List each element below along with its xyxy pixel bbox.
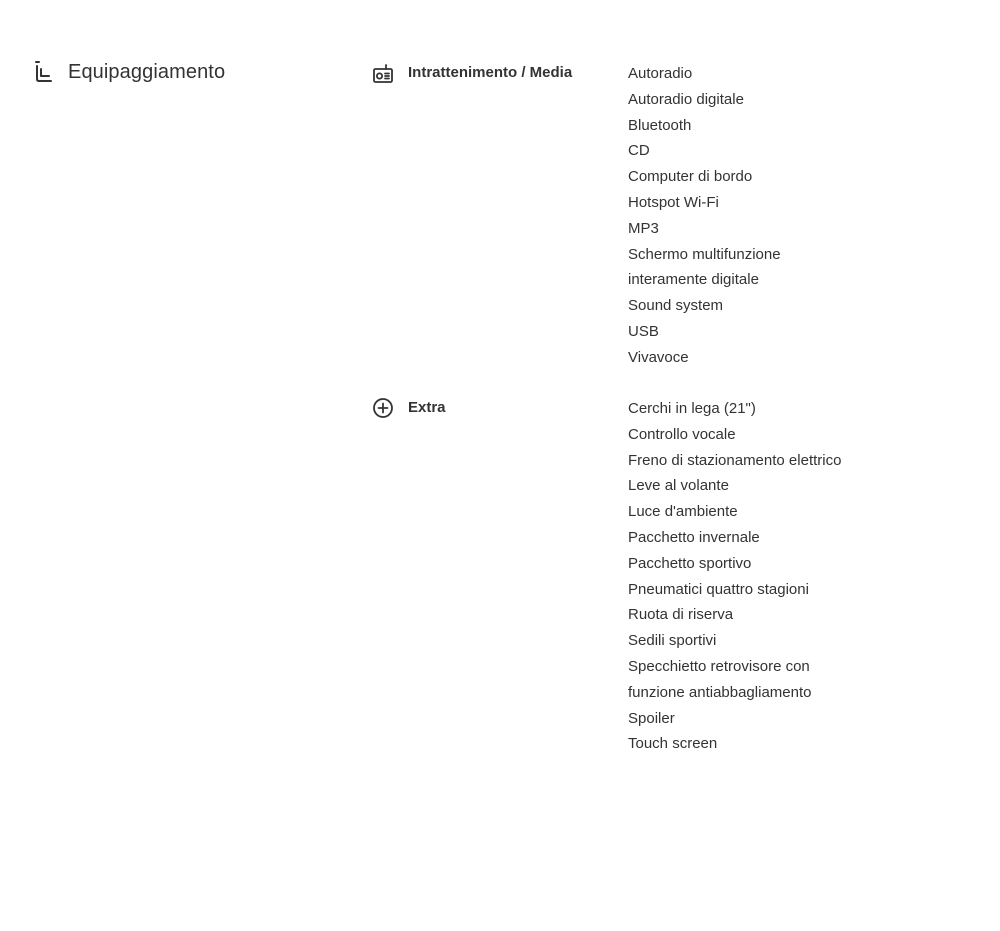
- list-item: interamente digitale: [628, 271, 759, 289]
- list-item: Sedili sportivi: [628, 632, 717, 650]
- list-item: Spoiler: [628, 709, 675, 727]
- list-item: Specchietto retrovisore con: [628, 657, 810, 675]
- list-item: Leve al volante: [628, 477, 729, 495]
- list-item: Luce d'ambiente: [628, 503, 738, 521]
- list-item: Pneumatici quattro stagioni: [628, 580, 809, 598]
- list-item: Pacchetto sportivo: [628, 554, 752, 572]
- list-item: Cerchi in lega (21"): [628, 400, 756, 417]
- list-item: USB: [628, 322, 659, 340]
- list-item: Pacchetto invernale: [628, 528, 760, 546]
- list-item: Controllo vocale: [628, 425, 736, 443]
- category-intrattenimento-media: [372, 62, 572, 84]
- list-item: funzione antiabbagliamento: [628, 683, 812, 701]
- plus-circle-icon: [372, 397, 394, 419]
- category-label: Intrattenimento / Media: [408, 64, 573, 81]
- seat-icon: [32, 60, 54, 84]
- radio-icon: [372, 62, 394, 84]
- list-item: CD: [628, 142, 650, 160]
- category-extra: [372, 397, 446, 419]
- list-item: Sound system: [628, 297, 724, 315]
- list-item: Bluetooth: [628, 116, 692, 134]
- list-item: Schermo multifunzione: [628, 245, 781, 263]
- list-item: Ruota di riserva: [628, 606, 734, 624]
- list-item: Vivavoce: [628, 348, 689, 366]
- list-item: Hotspot Wi-Fi: [628, 193, 719, 211]
- category-items-list: [628, 61, 781, 371]
- section-title: Equipaggiamento: [68, 60, 226, 83]
- category-items-list: [628, 396, 841, 757]
- list-item: Touch screen: [628, 735, 718, 753]
- list-item: Computer di bordo: [628, 168, 753, 186]
- category-label: Extra: [408, 399, 446, 416]
- list-item: Autoradio: [628, 65, 693, 82]
- section-header: [32, 60, 225, 84]
- list-item: Autoradio digitale: [628, 90, 744, 108]
- list-item: MP3: [628, 219, 659, 237]
- list-item: Freno di stazionamento elettrico: [628, 451, 842, 469]
